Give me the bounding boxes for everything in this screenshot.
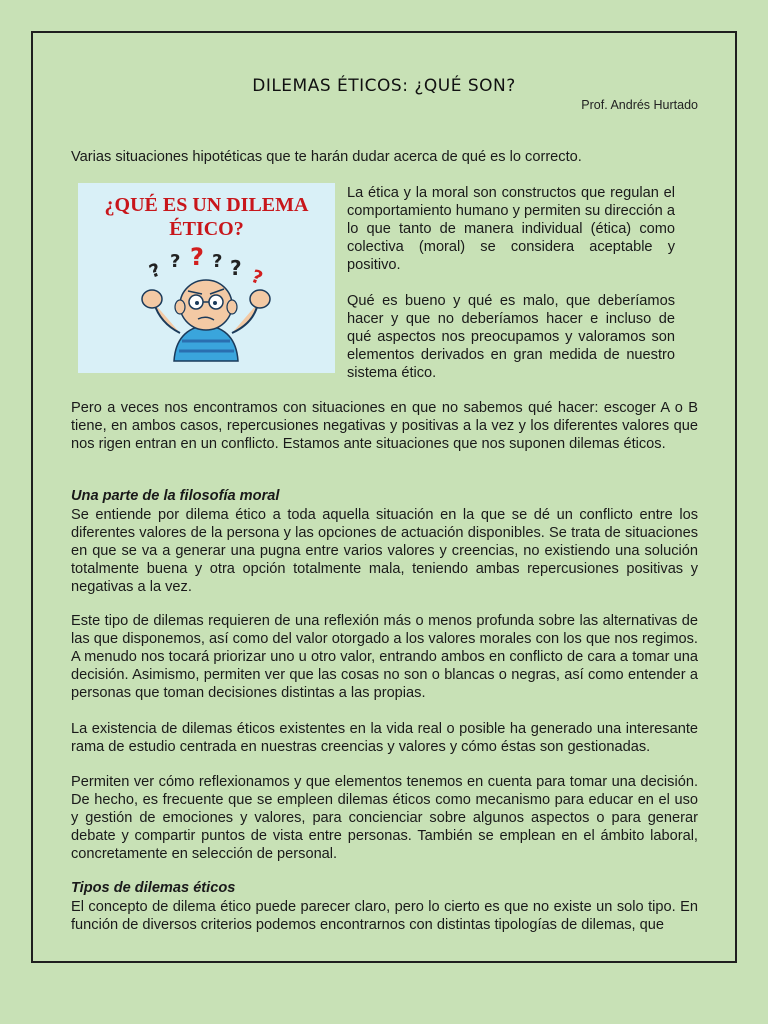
- section1-paragraph-3: La existencia de dilemas éticos existentes en la vida real o posible ha generado una interesante rama de estudio centrada en nuestras creencias y valores y cómo éstas son gestionadas.: [71, 721, 698, 755]
- dilemma-illustration: [78, 183, 335, 373]
- side-paragraph-2: Qué es bueno y qué es malo, que deberíamos hacer y que no deberíamos hacer e incluso de qué aspectos nos preocupamos y valoramos son elementos derivados en gran medida de nuestro sistema ético.: [347, 293, 675, 381]
- section1-paragraph-1: Se entiende por dilema ético a toda aquella situación en la que se dé un conflicto entre los diferentes valores de la persona y las opciones de actuación disponibles. Se trata de situaciones en que se va a generar una pugna entre varios valores y creencias, no existiendo una solución totalmente buena y otra opción totalmente mala, teniendo ambas repercusiones positivas y negativas a la vez.: [71, 507, 698, 595]
- section-heading-types: Tipos de dilemas éticos: [71, 880, 236, 896]
- illustration-caption-line-2: ÉTICO?: [169, 218, 244, 240]
- section2-paragraph-1: El concepto de dilema ético puede parecer claro, pero lo cierto es que no existe un solo tipo. En función de diversos criterios podemos encontrarnos con distintas tipologías de dilemas, que: [71, 899, 698, 933]
- conflict-paragraph: Pero a veces nos encontramos con situaciones en que no sabemos qué hacer: escoger A o B tiene, en ambos casos, repercusiones negativas y positivas a la vez y los diferentes valores que nos rigen entran en un conflicto. Estamos ante situaciones que nos suponen dilemas éticos.: [71, 400, 698, 452]
- section1-paragraph-2: Este tipo de dilemas requieren de una reflexión más o menos profunda sobre las alternativas de las que disponemos, así como del valor otorgado a los valores morales con los que nos regimos. A menudo nos tocará priorizar uno u otro valor, entrando ambos en conflicto de cara a tomar una decisión. Asimismo, permiten ver que las cosas no son o blancas o negras, así como entender a personas que toman decisiones distintas a las propias.: [71, 613, 698, 701]
- svg-text:?: ?: [230, 256, 242, 280]
- svg-text:?: ?: [212, 251, 223, 272]
- side-paragraph-1: La ética y la moral son constructos que regulan el comportamiento humano y permiten su dirección a lo que tanto de manera individual (ética) como colectiva (moral) se considera aceptable y positivo.: [347, 185, 675, 273]
- svg-text:?: ?: [248, 265, 266, 290]
- intro-paragraph: Varias situaciones hipotéticas que te harán dudar acerca de qué es lo correcto.: [71, 149, 582, 165]
- section-heading-philosophy: Una parte de la filosofía moral: [71, 488, 280, 504]
- confused-man-icon: [78, 183, 335, 373]
- svg-text:?: ?: [146, 259, 164, 283]
- svg-text:?: ?: [170, 251, 181, 272]
- document-title: DILEMAS ÉTICOS: ¿QUÉ SON?: [252, 76, 516, 96]
- illustration-caption-line-1: ¿QUÉ ES UN DILEMA: [104, 194, 309, 216]
- author-name: Prof. Andrés Hurtado: [581, 98, 698, 112]
- section1-paragraph-4: Permiten ver cómo reflexionamos y que elementos tenemos en cuenta para tomar una decisión. De hecho, es frecuente que se empleen dilemas éticos como mecanismo para educar en el uso y gestión de emociones y valores, para concienciar sobre algunos aspectos o para generar debate y compartir puntos de vista entre personas. También se emplean en el ámbito laboral, concretamente en selección de personal.: [71, 774, 698, 862]
- svg-text:?: ?: [190, 243, 204, 271]
